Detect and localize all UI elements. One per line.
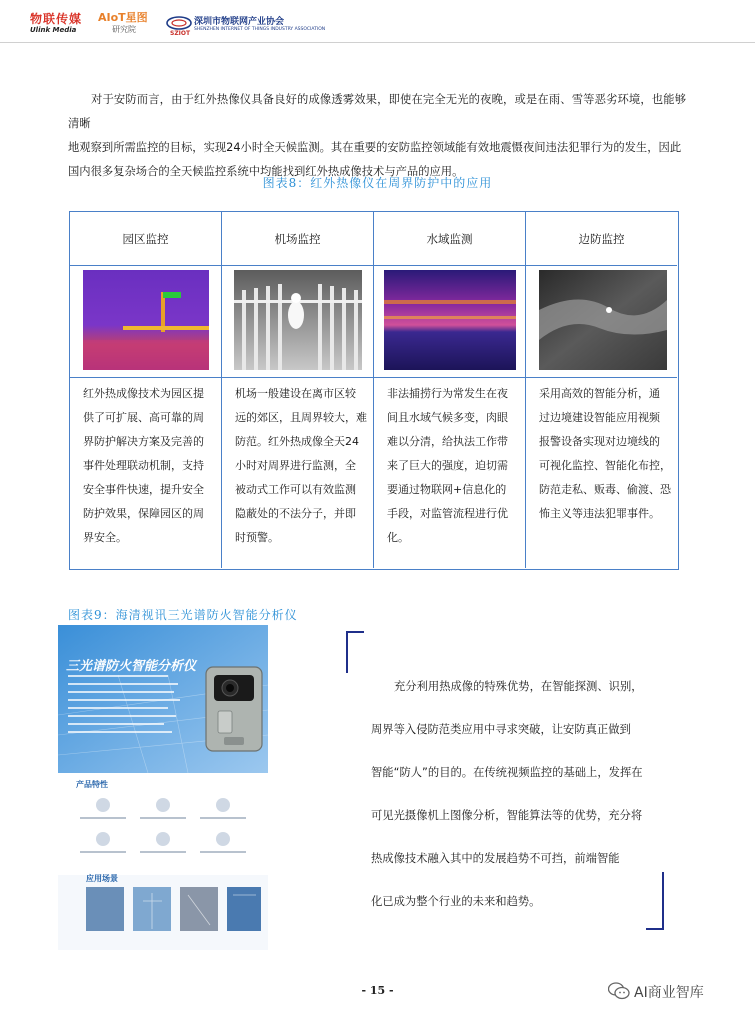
header-divider [0,42,755,43]
right-line: 智能“防人”的目的。在传统视频监控的基础上，发挥在 [371,766,643,779]
cell-line: 防护效果，保障园区的周 [83,507,204,520]
right-line: 化已成为整个行业的未来和趋势。 [371,895,541,908]
thermal-airport-image [234,270,362,370]
brochure-title: 三光谱防火智能分析仪 [66,659,197,674]
cell-line: 安全事件快速，提升安全 [83,483,204,496]
cell-line: 间且水域气候多变，肉眼 [387,411,508,424]
application-table [69,211,679,570]
watermark-text: AI商业智库 [634,985,704,1001]
sziot-association-logo [166,12,326,38]
cell-line: 来了巨大的强度，迫切需 [387,459,508,472]
col-text-water [387,382,519,550]
cell-line: 防范走私、贩毒、偷渡、恐 [539,483,671,496]
cell-line: 要通过物联网+信息化的 [387,483,507,496]
cell-line: 非法捕捞行为常发生在夜 [387,387,508,400]
right-line: 可见光摄像机上图像分析，智能算法等的优势，充分将 [371,809,643,822]
cell-line: 隐蔽处的不法分子，并即 [235,507,356,520]
aiot-research-logo [98,11,154,39]
page-header [0,0,755,42]
intro-line: 国内很多复杂场合的全天候监控系统中均能找到红外热成像技术与产品的应用。 [68,165,464,178]
col-header-water: 水域监测 [426,231,473,246]
cell-line: 界防护解决方案及完善的 [83,435,204,448]
aiot-logo-bottom: 研究院 [112,25,136,34]
cell-line: 小时对周界进行监测，全 [235,459,356,472]
table-divider [70,265,677,266]
cell-line: 时预警。 [235,531,279,544]
cell-line: 防范。红外热成像全天24 [235,435,359,448]
cell-line: 供了可扩展、高可靠的周 [83,411,204,424]
sziot-logo-cn: 深圳市物联网产业协会 [194,17,285,27]
figure8-caption: 图表8：红外热像仪在周界防护中的应用 [262,176,493,190]
right-line: 充分利用热成像的特殊优势，在智能探测、识别， [394,680,643,693]
intro-paragraph [68,88,686,184]
product-brochure-image [58,625,268,950]
col-text-border [539,382,673,526]
col-header-park: 园区监控 [122,231,169,246]
table-divider [70,377,677,378]
aiot-logo-top: AIoT星图 [98,11,148,24]
brochure-scenes-title: 应用场景 [86,874,118,883]
thermal-park-image [83,270,209,370]
sziot-logo-en: SHENZHEN INTERNET OF THINGS INDUSTRY ASSOCIATION [194,27,326,32]
cell-line: 手段，对监管流程进行优 [387,507,508,520]
watermark [608,979,748,1005]
right-line: 热成像技术融入其中的发展趋势不可挡，前端智能 [371,852,620,865]
ulink-media-logo [30,13,90,39]
intro-line: 地观察到所需监控的目标，实现24小时全天候监测。其在重要的安防监控领域能有效地震慑夜间违法犯罪行为的发生，因此 [68,141,682,154]
cell-line: 过边境建设智能应用视频 [539,411,660,424]
cell-line: 可视化监控、智能化布控， [539,459,671,472]
cell-line: 界安全。 [83,531,127,544]
cell-line: 怖主义等违法犯罪事件。 [539,507,660,520]
thermal-border-image [539,270,667,370]
right-paragraph [371,665,663,923]
ulink-logo-cn: 物联传媒 [30,12,83,26]
brochure-features-title: 产品特性 [76,780,108,789]
cell-line: 报警设备实现对边境线的 [539,435,660,448]
cell-line: 事件处理联动机制，支持 [83,459,204,472]
col-header-airport: 机场监控 [274,231,321,246]
quote-bracket-top-left [346,631,364,673]
right-line: 周界等入侵防范类应用中寻求突破，让安防真正做到 [371,723,631,736]
cell-line: 机场一般建设在离市区较 [235,387,356,400]
cell-line: 化。 [387,531,409,544]
col-text-park [83,382,215,550]
col-text-airport [235,382,367,550]
col-header-border: 边防监控 [578,231,625,246]
cell-line: 采用高效的智能分析，通 [539,387,660,400]
figure9-caption: 图表9：海清视讯三光谱防火智能分析仪 [68,608,298,622]
thermal-water-image [384,270,516,370]
wechat-icon [608,981,630,1001]
cell-line: 远的郊区，且周界较大，难 [235,411,367,424]
intro-line: 对于安防而言，由于红外热像仪具备良好的成像透雾效果，即使在完全无光的夜晚，或是在雨、雪等恶劣环境，也能够清晰 [68,93,686,130]
cell-line: 被动式工作可以有效监测 [235,483,356,496]
page-number: - 15 - [361,984,394,997]
sziot-tag: SZIOT [170,30,191,37]
cell-line: 难以分清，给执法工作带 [387,435,508,448]
ulink-logo-en: Ulink Media [30,26,77,34]
cell-line: 红外热成像技术为园区提 [83,387,204,400]
